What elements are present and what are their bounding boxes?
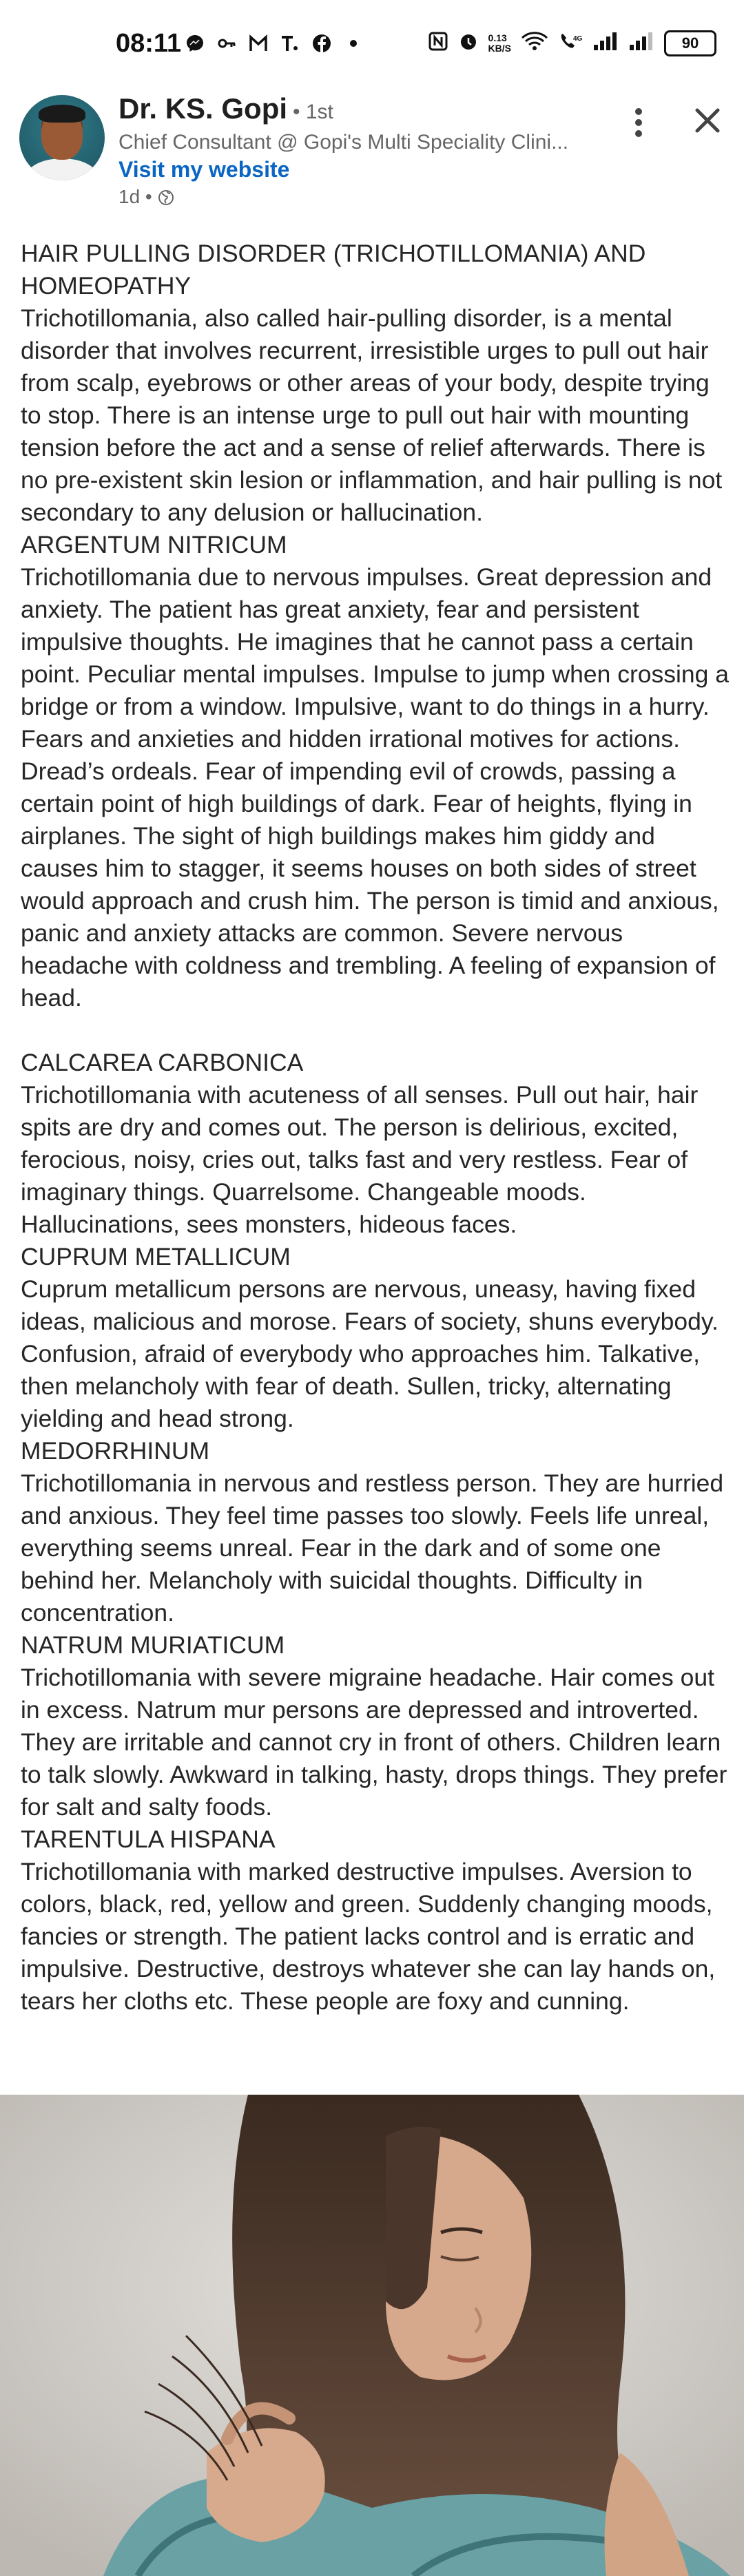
network-speed-value: 0.13 bbox=[488, 32, 507, 43]
signal-icon-1 bbox=[592, 31, 619, 56]
m-app-icon bbox=[248, 33, 269, 54]
author-name-text[interactable]: Dr. KS. Gopi bbox=[118, 92, 288, 125]
post-paragraph: Trichotillomania due to nervous impulses. Great depression and anxiety. The patient has great anxiety, fear and persistent impulsive thoughts. He imagines that he cannot pass a certain point. Peculiar mental impulses. Impulse to jump when crossing a bridge or from a window. Impulsive, want to do things in a hurry. Fears and anxieties and hidden irrational motives for actions. Dread’s ordeals. Fear of impending evil of crowds, passing a certain point of high buildings of dark. Fear of heights, flying in airplanes. The sight of high buildings makes him giddy and causes him to stagger, it seems houses on both sides of street would approach and crush him. The person is timid and anxious, panic and anxiety attacks are common. Severe nervous headache with coldness and trembling. A feeling of expansion of head. bbox=[21, 563, 730, 1012]
text-app-icon bbox=[280, 33, 300, 54]
svg-text:4G: 4G bbox=[573, 34, 583, 43]
remedy-heading: TARENTULA HISPANA bbox=[21, 1825, 276, 1853]
post-timestamp bbox=[118, 186, 174, 208]
facebook-icon bbox=[311, 33, 332, 54]
connection-degree: • 1st bbox=[293, 101, 333, 123]
visit-website-link[interactable]: Visit my website bbox=[118, 157, 290, 182]
woman-pulling-hair-illustration bbox=[0, 2095, 744, 2576]
post-body bbox=[21, 238, 729, 2018]
status-bar bbox=[0, 0, 744, 90]
close-icon[interactable] bbox=[690, 103, 725, 138]
post-paragraph: Trichotillomania with acuteness of all senses. Pull out hair, hair spits are dry and comes out. The person is delirious, excited, ferocious, noisy, cries out, talks fast and very restless. Fear of imaginary things. Quarrelsome. Changeable moods. Hallucinations, sees monsters, hideous faces. bbox=[21, 1081, 699, 1238]
author-headline: Chief Consultant @ Gopi's Multi Speciality Clini... bbox=[118, 131, 569, 154]
dot-icon bbox=[343, 33, 364, 54]
post-image[interactable] bbox=[0, 2095, 744, 2576]
remedy-heading: ARGENTUM NITRICUM bbox=[21, 531, 287, 558]
avatar[interactable] bbox=[19, 95, 105, 180]
post-header bbox=[0, 90, 744, 227]
status-time: 08:11 bbox=[116, 29, 182, 58]
post-paragraph: Trichotillomania with marked destructive impulses. Aversion to colors, black, red, yellow and green. Suddenly changing moods, fancies or strength. The patient lacks control and is erratic and impulsive. Destructive, destroys whatever she can lay hands on, tears her cloths etc. These people are foxy and cunning. bbox=[21, 1858, 716, 2015]
wifi-icon bbox=[521, 31, 548, 56]
post-title: HAIR PULLING DISORDER (TRICHOTILLOMANIA) AND HOMEOPATHY bbox=[21, 240, 646, 300]
signal-icon-2 bbox=[628, 31, 654, 56]
remedy-heading: CALCAREA CARBONICA bbox=[21, 1049, 304, 1076]
more-options-icon[interactable] bbox=[623, 102, 654, 143]
timestamp-text: 1d • bbox=[118, 186, 152, 207]
post-paragraph: Trichotillomania in nervous and restless person. They are hurried and anxious. They feel time passes too slowly. Feels life unreal, everything seems unreal. Fear in the dark and of some one behind her. Melancholy with suicidal thoughts. Difficulty in concentration. bbox=[21, 1469, 724, 1626]
remedy-heading: CUPRUM METALLICUM bbox=[21, 1243, 291, 1270]
post-paragraph: Cuprum metallicum persons are nervous, uneasy, having fixed ideas, malicious and morose. Fears of society, shuns everybody. Confusion, afraid of everybody who approaches him. Talkative, then melancholy with fear of death. Sullen, tricky, alternating yielding and head strong. bbox=[21, 1275, 719, 1432]
author-name[interactable] bbox=[118, 92, 333, 125]
network-speed-unit: KB/S bbox=[488, 43, 511, 54]
alarm-icon bbox=[458, 31, 479, 56]
volte-call-icon bbox=[558, 31, 583, 56]
nfc-icon bbox=[428, 31, 448, 56]
post-paragraph: Trichotillomania, also called hair-pulling disorder, is a mental disorder that involves recurrent, irresistible urges to pull out hair from scalp, eyebrows or other areas of your body, despite trying to stop. There is an intense urge to pull out hair with mounting tension before the act and a sense of relief afterwards. There is no pre-existent skin lesion or inflammation, and hair pulling is not secondary to any delusion or hallucination. bbox=[21, 304, 723, 526]
messenger-icon bbox=[185, 33, 205, 54]
network-speed bbox=[488, 33, 511, 54]
remedy-heading: NATRUM MURIATICUM bbox=[21, 1631, 285, 1659]
globe-icon bbox=[158, 189, 174, 205]
key-icon bbox=[216, 33, 237, 54]
remedy-heading: MEDORRHINUM bbox=[21, 1437, 210, 1465]
battery-indicator: 90 bbox=[664, 30, 716, 56]
system-status-icons bbox=[428, 30, 716, 56]
blank-line bbox=[21, 1014, 729, 1047]
post-paragraph: Trichotillomania with severe migraine headache. Hair comes out in excess. Natrum mur persons are depressed and introverted. They are irritable and cannot cry in front of others. Children learn to talk slowly. Awkward in talking, hasty, drops things. They prefer for salt and salty foods. bbox=[21, 1664, 727, 1821]
notification-icons bbox=[185, 33, 364, 54]
